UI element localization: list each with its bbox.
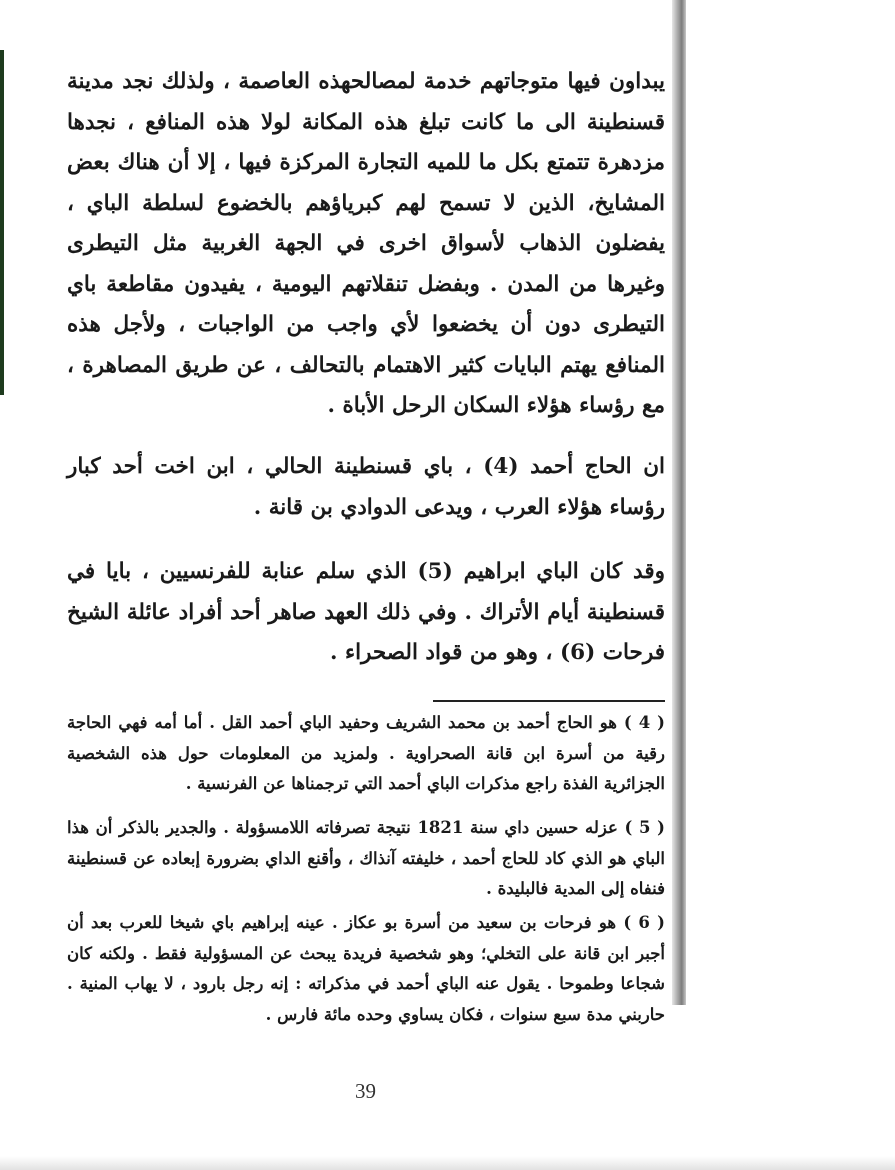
footnote-5: ( 5 ) عزله حسين داي سنة 1821 نتيجة تصرفاته اللامسؤولة . والجدير بالذكر أن هذا الباي هو الذي كاد للحاج أحمد ، خليفته آنذاك ، وأقنع الداي بضرورة إبعاده عن قسنطينة فنفاه إلى المدية فالبليدة . — [67, 818, 665, 898]
page-binding-shadow — [672, 0, 686, 1005]
footnote-6: ( 6 ) هو فرحات بن سعيد من أسرة بو عكاز . عينه إبراهيم باي شيخا للعرب بعد أن أجبر ابن قانة على التخلي؛ وهو شخصية فريدة يبحث عن المسؤولية فقط . ولكنه كان شجاعا وطموحا . يقول عنه الباي أحمد في مذكراته : إنه رجل بارود ، لا يهاب المنية . حاربني مدة سبع سنوات ، فكان يساوي وحده مائة فارس . — [67, 913, 665, 1024]
paragraph-2: ان الحاج أحمد (4) ، باي قسنطينة الحالي ، ابن اخت أحد كبار رؤساء هؤلاء العرب ، ويدعى الدوادي بن قانة . — [67, 454, 665, 520]
paragraph-1: يبداون فيها متوجاتهم خدمة لمصالحهذه العاصمة ، ولذلك نجد مدينة قسنطينة الى ما كانت تبلغ هذه المكانة لولا هذه المنافع ، نجدها مزدهرة تتمتع بكل ما للميه التجارة المركزة فيها ، إلا أن هناك بعض المشايخ، الذين لا تسمح لهم كبرياؤهم بالخضوع لسلطة الباي ، يفضلون الذهاب لأسواق اخرى في الجهة الغربية مثل التيطرى وغيرها من المدن . وبفضل تنقلاتهم اليومية ، يفيدون مقاطعة باي التيطرى دون أن يخضعوا لأي واجب من الواجبات ، ولأجل هذه المنافع يهتم البايات كثير الاهتمام بالتحالف ، عن طريق المصاهرة ، مع رؤساء هؤلاء السكان الرحل الأباة . — [67, 69, 665, 418]
scan-bottom-edge — [0, 1156, 895, 1170]
paragraph-3: وقد كان الباي ابراهيم (5) الذي سلم عنابة للفرنسيين ، بايا في قسنطينة أيام الأتراك . وفي ذلك العهد صاهر أحد أفراد عائلة الشيخ فرحات (6) ، وهو من قواد الصحراء . — [67, 559, 665, 665]
page-number: 39 — [355, 1079, 376, 1103]
footnote-divider — [433, 700, 665, 702]
footnote-4: ( 4 ) هو الحاج أحمد بن محمد الشريف وحفيد الباي أحمد القل . أما أمه فهي الحاجة رقية من أسرة ابن قانة الصحراوية . ولمزيد من المعلومات حول هذه الشخصية الجزائرية الفذة راجع مذكرات الباي أحمد التي ترجمناها عن الفرنسية . — [67, 713, 665, 793]
book-page — [55, 50, 675, 1024]
scan-left-edge — [0, 50, 4, 395]
